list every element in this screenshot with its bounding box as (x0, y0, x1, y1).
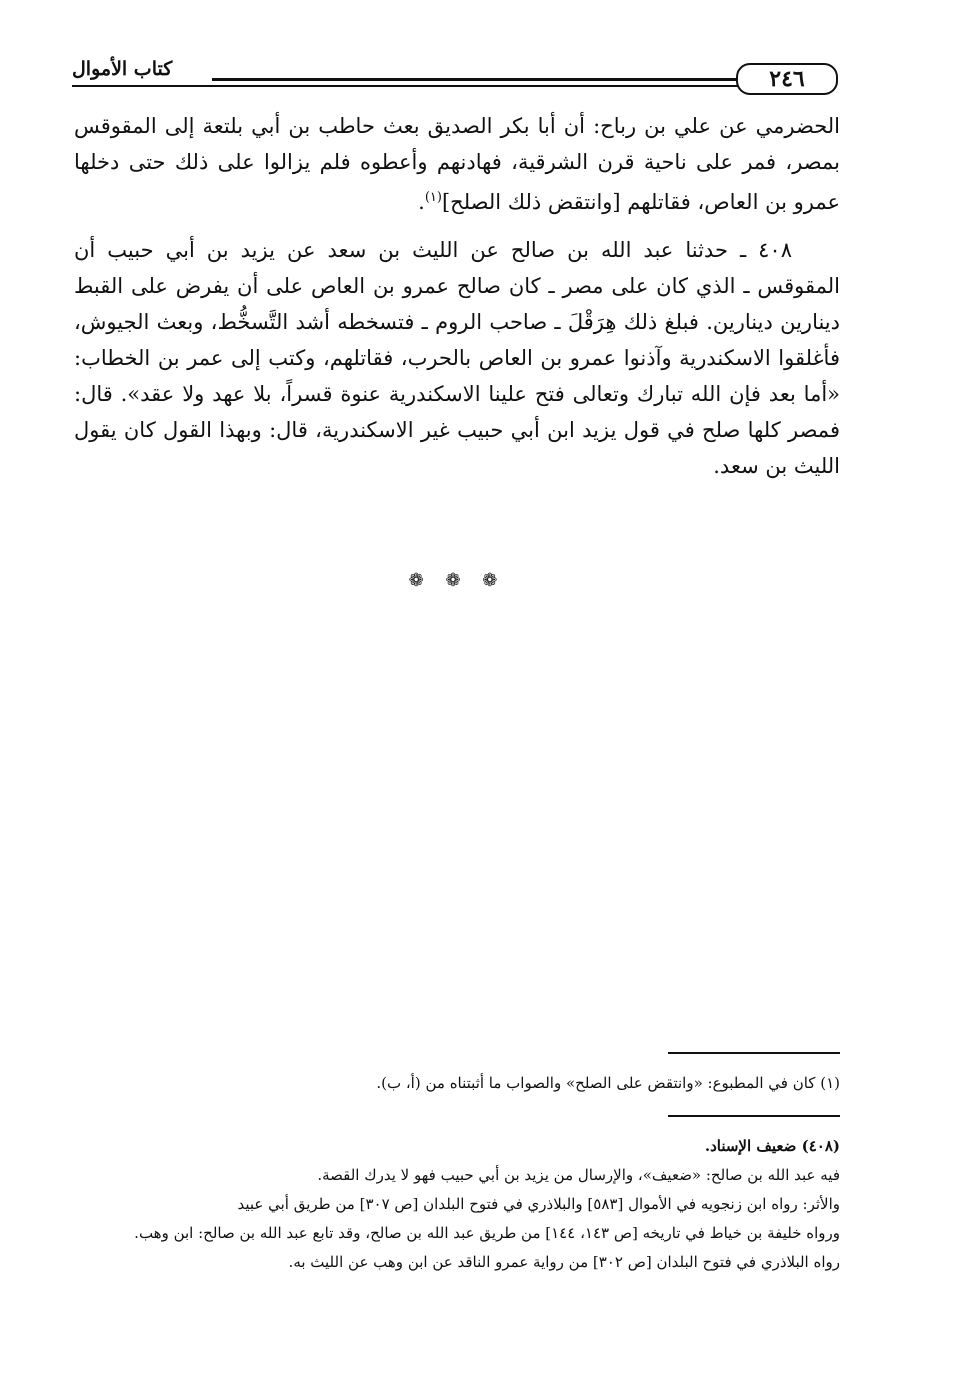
footnote-rule-2 (668, 1115, 840, 1117)
footnote-408-line: ورواه خليفة بن خياط في تاريخه [ص ١٤٣، ١٤٤] من طريق عبد الله بن صالح، وقد تابع عبد الله بن صالح: ابن وهب. (134, 1224, 840, 1242)
footnote-marker: (١) (424, 190, 442, 205)
book-title: كتاب الأموال (72, 58, 173, 80)
header-rule-thin (72, 85, 792, 87)
footnote-408-line: رواه البلاذري في فتوح البلدان [ص ٣٠٢] من رواية عمرو الناقد عن ابن وهب عن الليث به. (288, 1253, 840, 1271)
footnote-rule-1 (668, 1052, 840, 1054)
paragraph-1-end: . (418, 190, 425, 214)
footnote-1: (١) كان في المطبوع: «وانتقض على الصلح» والصواب ما أثبتناه من (أ، ب). (376, 1074, 840, 1092)
page-number: ٢٤٦ (736, 63, 838, 95)
header-rule-thick (212, 78, 792, 81)
paragraph-continuation (74, 108, 840, 220)
paragraph-1-text: الحضرمي عن علي بن رباح: أن أبا بكر الصديق بعث حاطب بن أبي بلتعة إلى المقوقس بمصر، فمر على ناحية قرن الشرقية، فهادنهم وأعطوه فلم يزالوا على ذلك حتى دخلها عمرو بن العاص، فقاتلهم [وانتقض ذلك الصلح] (74, 114, 840, 214)
footnote-408-line: فيه عبد الله بن صالح: «ضعيف»، والإرسال من يزيد بن أبي حبيب فهو لا يدرك القصة. (317, 1166, 840, 1184)
paragraph-408: ٤٠٨ ـ حدثنا عبد الله بن صالح عن الليث بن سعد عن يزيد بن أبي حبيب أن المقوقس ـ الذي كان على مصر ـ كان صالح عمرو بن العاص على أن يفرض على القبط دينارين دينارين. فبلغ ذلك هِرَقْلَ ـ صاحب الروم ـ فتسخطه أشد التَّسخُّط، وبعث الجيوش، فأغلقوا الاسكندرية وآذنوا عمرو بن العاص بالحرب، فقاتلهم، وكتب إلى عمر بن الخطاب: «أما بعد فإن الله تبارك وتعالى فتح علينا الاسكندرية عنوة قسراً، بلا عهد ولا عقد». قال: فمصر كلها صلح في قول يزيد ابن أبي حبيب غير الاسكندرية، قال: وبهذا القول كان يقول الليث بن سعد. (74, 238, 840, 478)
main-text (74, 108, 840, 496)
footnote-408-line: والأثر: رواه ابن زنجويه في الأموال [٥٨٣] والبلاذري في فتوح البلدان [ص ٣٠٧] من طريق أبي عبيد (237, 1195, 840, 1213)
footnote-408-heading: (٤٠٨) ضعيف الإسناد. (704, 1137, 840, 1155)
section-separator: ❁ ❁ ❁ (408, 570, 506, 591)
footnote-408 (74, 1132, 840, 1277)
page-header (72, 58, 838, 98)
